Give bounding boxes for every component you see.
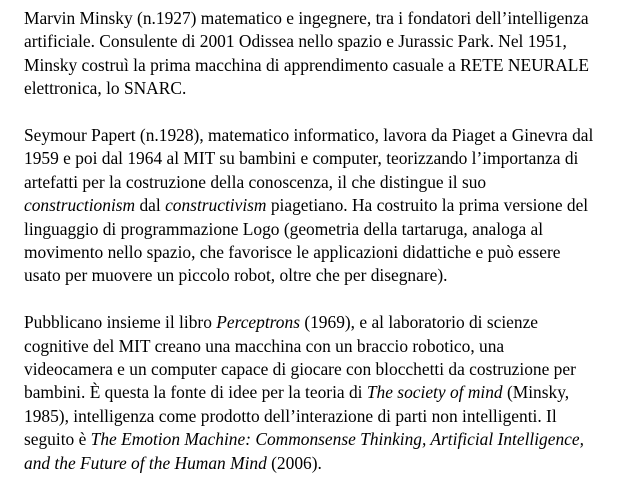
italic-title-text: constructionism (24, 195, 136, 216)
text-run: (Minsky, (502, 382, 570, 403)
text-run: elettronica, lo SNARC. (24, 78, 187, 99)
text-line (24, 54, 616, 77)
text-line (24, 264, 616, 287)
text-line (24, 30, 616, 53)
text-run: (2006). (266, 452, 322, 473)
text-run: linguaggio di programmazione Logo (geometria della tartaruga, analoga al (24, 218, 544, 239)
text-line (24, 335, 616, 358)
text-run: Marvin Minsky (n.1927) matematico e ingegnere, tra i fondatori dell’intelligenza (24, 8, 589, 28)
text-line (24, 194, 616, 217)
text-line (24, 428, 616, 451)
text-run: Seymour Papert (n.1928), matematico informatico, lavora da Piaget a Ginevra dal (24, 125, 594, 146)
italic-title-text: constructivism (165, 195, 267, 216)
text-run: artefatti per la costruzione della conoscenza, il che distingue il suo (24, 171, 487, 192)
text-line (24, 7, 616, 30)
text-run: Pubblicano insieme il libro (24, 312, 217, 333)
text-line (24, 147, 616, 170)
text-run: (1969), e al laboratorio di scienze (299, 312, 539, 333)
text-run: cognitive del MIT creano una macchina con un braccio robotico, una (24, 335, 505, 356)
italic-title-text: Perceptrons (216, 312, 300, 333)
text-line (24, 381, 616, 404)
text-line (24, 241, 616, 264)
text-run: Minsky costruì la prima macchina di apprendimento casuale a RETE NEURALE (24, 54, 590, 75)
paragraph (24, 311, 616, 475)
italic-title-text: The society of mind (366, 382, 503, 403)
paragraph (24, 124, 616, 288)
text-line (24, 77, 616, 100)
text-run: videocamera e un computer capace di giocare con blocchetti da costruzione per (24, 359, 576, 380)
text-line (24, 311, 616, 334)
text-run: dal (135, 195, 166, 216)
text-run: bambini. È questa la fonte di idee per la teoria di (24, 382, 367, 403)
text-run: 1959 e poi dal 1964 al MIT su bambini e computer, teorizzando l’importanza di (24, 148, 579, 169)
text-run: movimento nello spazio, che favorisce le applicazioni didattiche e può essere (24, 242, 561, 263)
italic-title-text: The Emotion Machine: Commonsense Thinking, Artificial Intelligence, (90, 429, 584, 450)
italic-title-text: and the Future of the Human Mind (24, 452, 267, 473)
document-body (24, 7, 616, 475)
text-run: usato per muovere un piccolo robot, oltre che per disegnare). (24, 265, 448, 286)
text-line (24, 218, 616, 241)
text-line (24, 405, 616, 428)
text-line (24, 171, 616, 194)
text-line (24, 124, 616, 147)
text-line (24, 452, 616, 475)
text-run: 1985), intelligenza come prodotto dell’interazione di parti non intelligenti. Il (24, 405, 557, 426)
text-line (24, 358, 616, 381)
text-run: seguito è (24, 429, 91, 450)
text-run: piagetiano. Ha costruito la prima versione del (266, 195, 589, 216)
text-run: artificiale. Consulente di 2001 Odissea nello spazio e Jurassic Park. Nel 1951, (24, 31, 567, 52)
paragraph (24, 7, 616, 101)
